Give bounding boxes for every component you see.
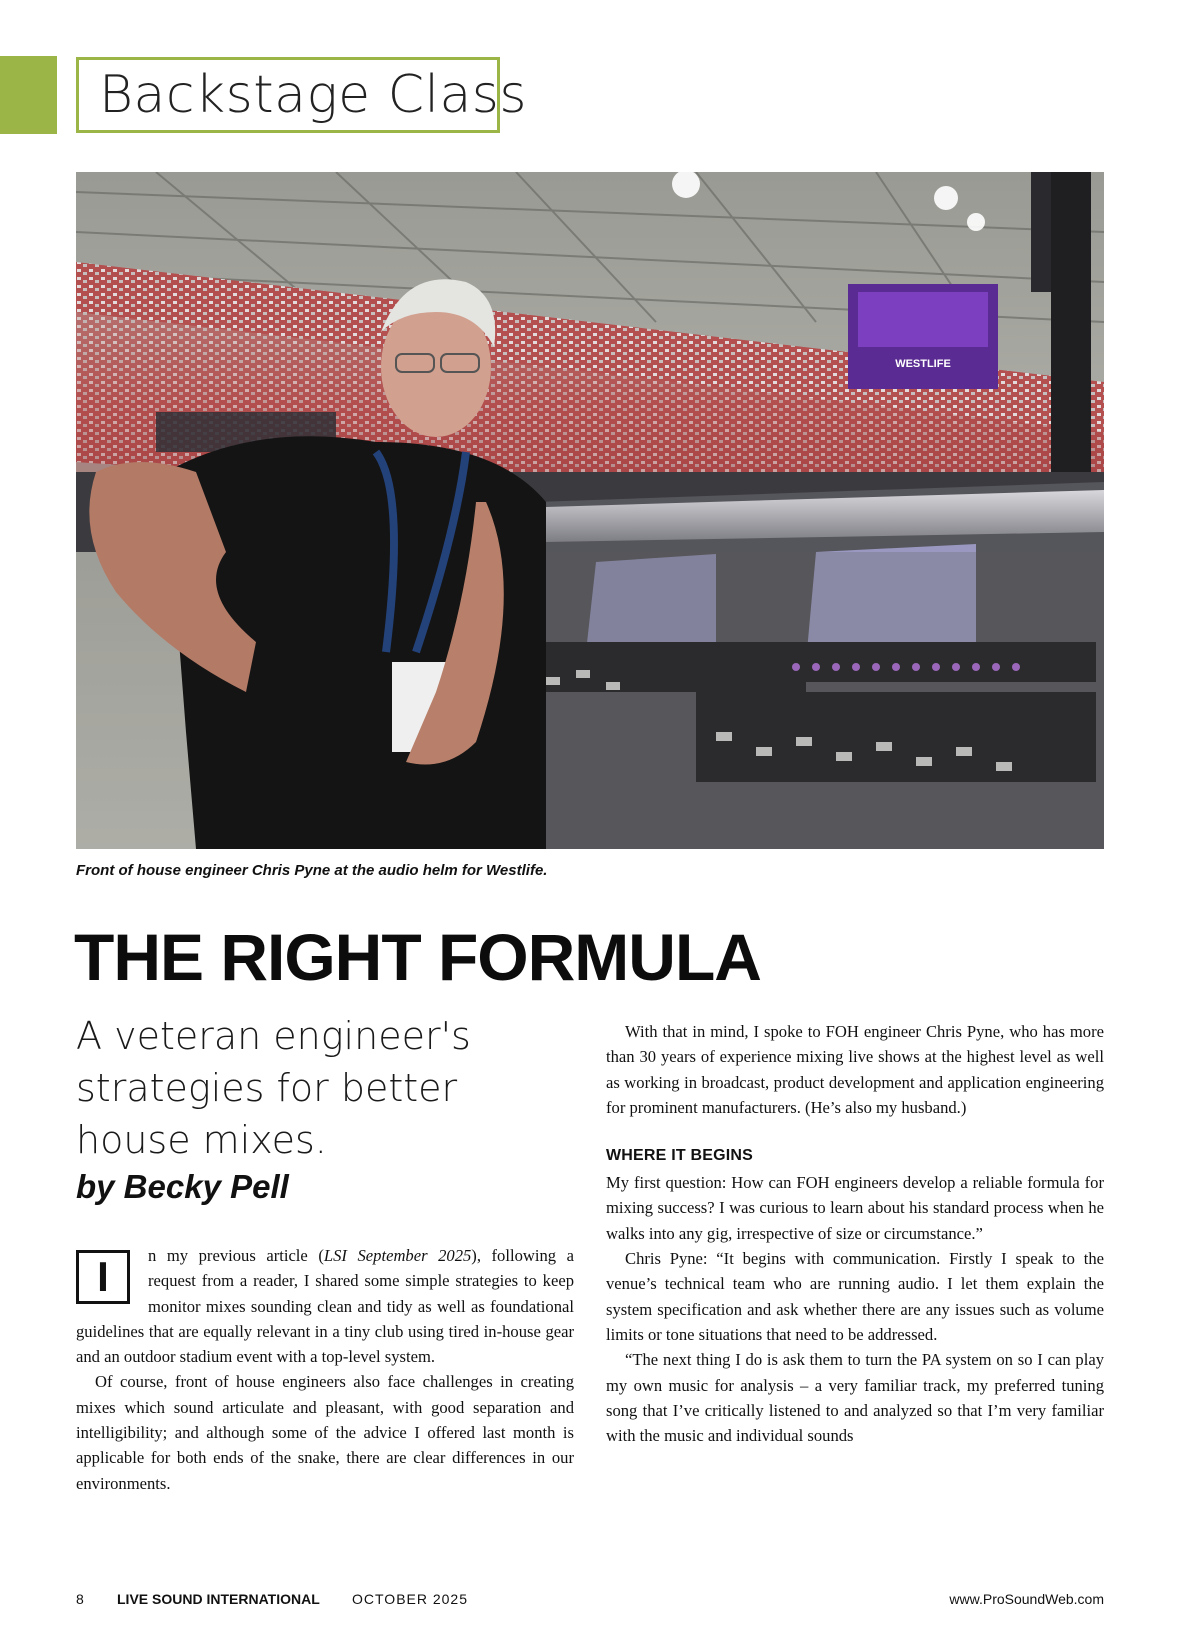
paragraph-chris-pyne-intro: With that in mind, I spoke to FOH engineer Chris Pyne, who has more than 30 years of experience mixing live shows at the highest level as well as working in broadcast, product development and application engineering for prominent manufacturers. (He’s also my husband.) xyxy=(606,1022,1104,1117)
magazine-name: LIVE SOUND INTERNATIONAL xyxy=(117,1591,320,1607)
article-deck: A veteran engineer's strategies for better house mixes. xyxy=(76,1014,471,1162)
paragraph-intro: I n my previous article (LSI September 2025), following a request from a reader, I shared some simple strategies to keep monitor mixes sounding clean and tidy as well as foundational guidelines that are equally relevant in a tiny club using tired in-house gear and an outdoor stadium event with a top-level system. xyxy=(76,1246,574,1367)
issue-date: OCTOBER 2025 xyxy=(352,1591,469,1607)
paragraph-foh-challenges: Of course, front of house engineers also face challenges in creating mixes which sound articulate and pleasant, with good separation and intelligibility; and although some of the advice I offered last month is applicable for both ends of the snake, there are clear differences in our environments. xyxy=(76,1372,574,1493)
page-number: 8 xyxy=(76,1591,84,1607)
page-footer xyxy=(76,1591,1104,1613)
paragraph-pa-analysis: “The next thing I do is ask them to turn the PA system on so I can play my own music for analysis – a very familiar track, my preferred tuning song that I’ve critically listened to and analyzed so that I’m very familiar with the music and individual sounds xyxy=(606,1350,1104,1446)
drop-cap: I xyxy=(76,1250,130,1304)
article-headline: THE RIGHT FORMULA xyxy=(74,920,761,994)
article-column-left xyxy=(76,1243,574,1496)
section-label: Backstage Class xyxy=(76,57,500,133)
screen-brand: WESTLIFE xyxy=(895,358,951,370)
article-byline: by Becky Pell xyxy=(76,1168,289,1205)
paragraph-first-question: My first question: How can FOH engineers develop a reliable formula for mixing success? I was curious to learn about his standard process when he walks into any gig, irrespective of size or circumstance.” xyxy=(606,1173,1104,1243)
subhead-where-it-begins: WHERE IT BEGINS xyxy=(606,1147,754,1165)
photo-caption: Front of house engineer Chris Pyne at the audio helm for Westlife. xyxy=(76,862,548,879)
feature-photo xyxy=(76,172,1104,849)
paragraph-communication: Chris Pyne: “It begins with communication. Firstly I speak to the venue’s technical team who are running audio. I let them explain the system specification and ask whether there are any issues such as volume limits or tone situations that need to be addressed. xyxy=(606,1249,1104,1344)
section-color-tab xyxy=(0,56,57,134)
article-column-right xyxy=(606,1019,1104,1448)
website-link[interactable]: www.ProSoundWeb.com xyxy=(949,1591,1104,1607)
publication-reference: LSI September 2025 xyxy=(323,1246,472,1265)
